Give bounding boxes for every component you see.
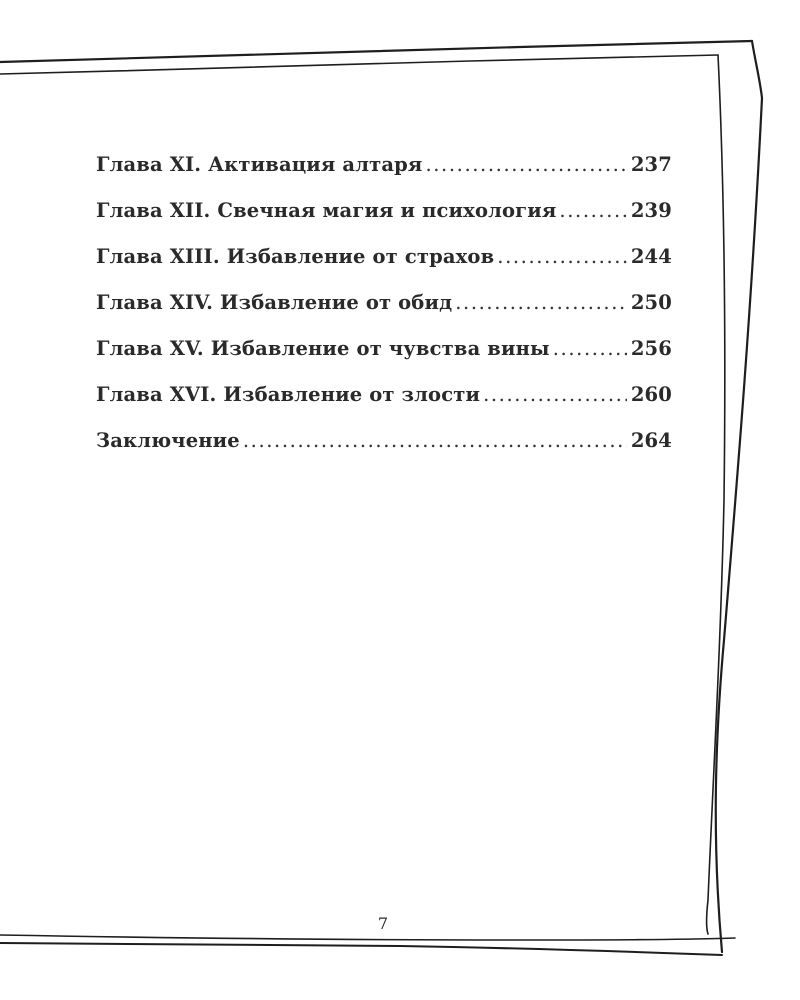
toc-entry[interactable] <box>96 153 672 199</box>
toc-entry[interactable] <box>96 429 672 475</box>
toc-entry[interactable] <box>96 291 672 337</box>
toc-entry-page: 256 <box>630 337 672 360</box>
toc-entry-page: 244 <box>630 245 672 268</box>
toc-entry-title: Глава XII. Свечная магия и психология <box>96 199 557 222</box>
toc-dot-leader <box>553 337 627 360</box>
toc-dot-leader <box>455 291 627 314</box>
toc-entry-page: 239 <box>630 199 672 222</box>
frame-top-stroke-outer <box>0 41 752 62</box>
toc-dot-leader <box>483 383 627 406</box>
toc-dot-leader <box>559 199 626 222</box>
frame-bottom-stroke-outer <box>0 943 722 955</box>
frame-bottom-stroke-inner <box>0 935 735 940</box>
toc-dot-leader <box>243 429 627 452</box>
page-number: 7 <box>377 914 389 933</box>
toc-entry-title: Заключение <box>96 429 240 452</box>
toc-entry-title: Глава XIV. Избавление от обид <box>96 291 453 314</box>
toc-entry[interactable] <box>96 199 672 245</box>
toc-dot-leader <box>497 245 627 268</box>
toc-entry-title: Глава XIII. Избавление от страхов <box>96 245 495 268</box>
toc-entry-title: Глава XI. Активация алтаря <box>96 153 423 176</box>
toc-entry[interactable] <box>96 337 672 383</box>
toc-dot-leader <box>425 153 626 176</box>
toc-entry-page: 250 <box>630 291 672 314</box>
toc-entry[interactable] <box>96 383 672 429</box>
toc-entry[interactable] <box>96 245 672 291</box>
toc-entry-title: Глава XV. Избавление от чувства вины <box>96 337 550 360</box>
toc-entry-page: 264 <box>630 429 672 452</box>
toc-entry-title: Глава XVI. Избавление от злости <box>96 383 481 406</box>
toc-entry-page: 260 <box>630 383 672 406</box>
toc-entry-page: 237 <box>630 153 672 176</box>
table-of-contents <box>96 153 672 475</box>
